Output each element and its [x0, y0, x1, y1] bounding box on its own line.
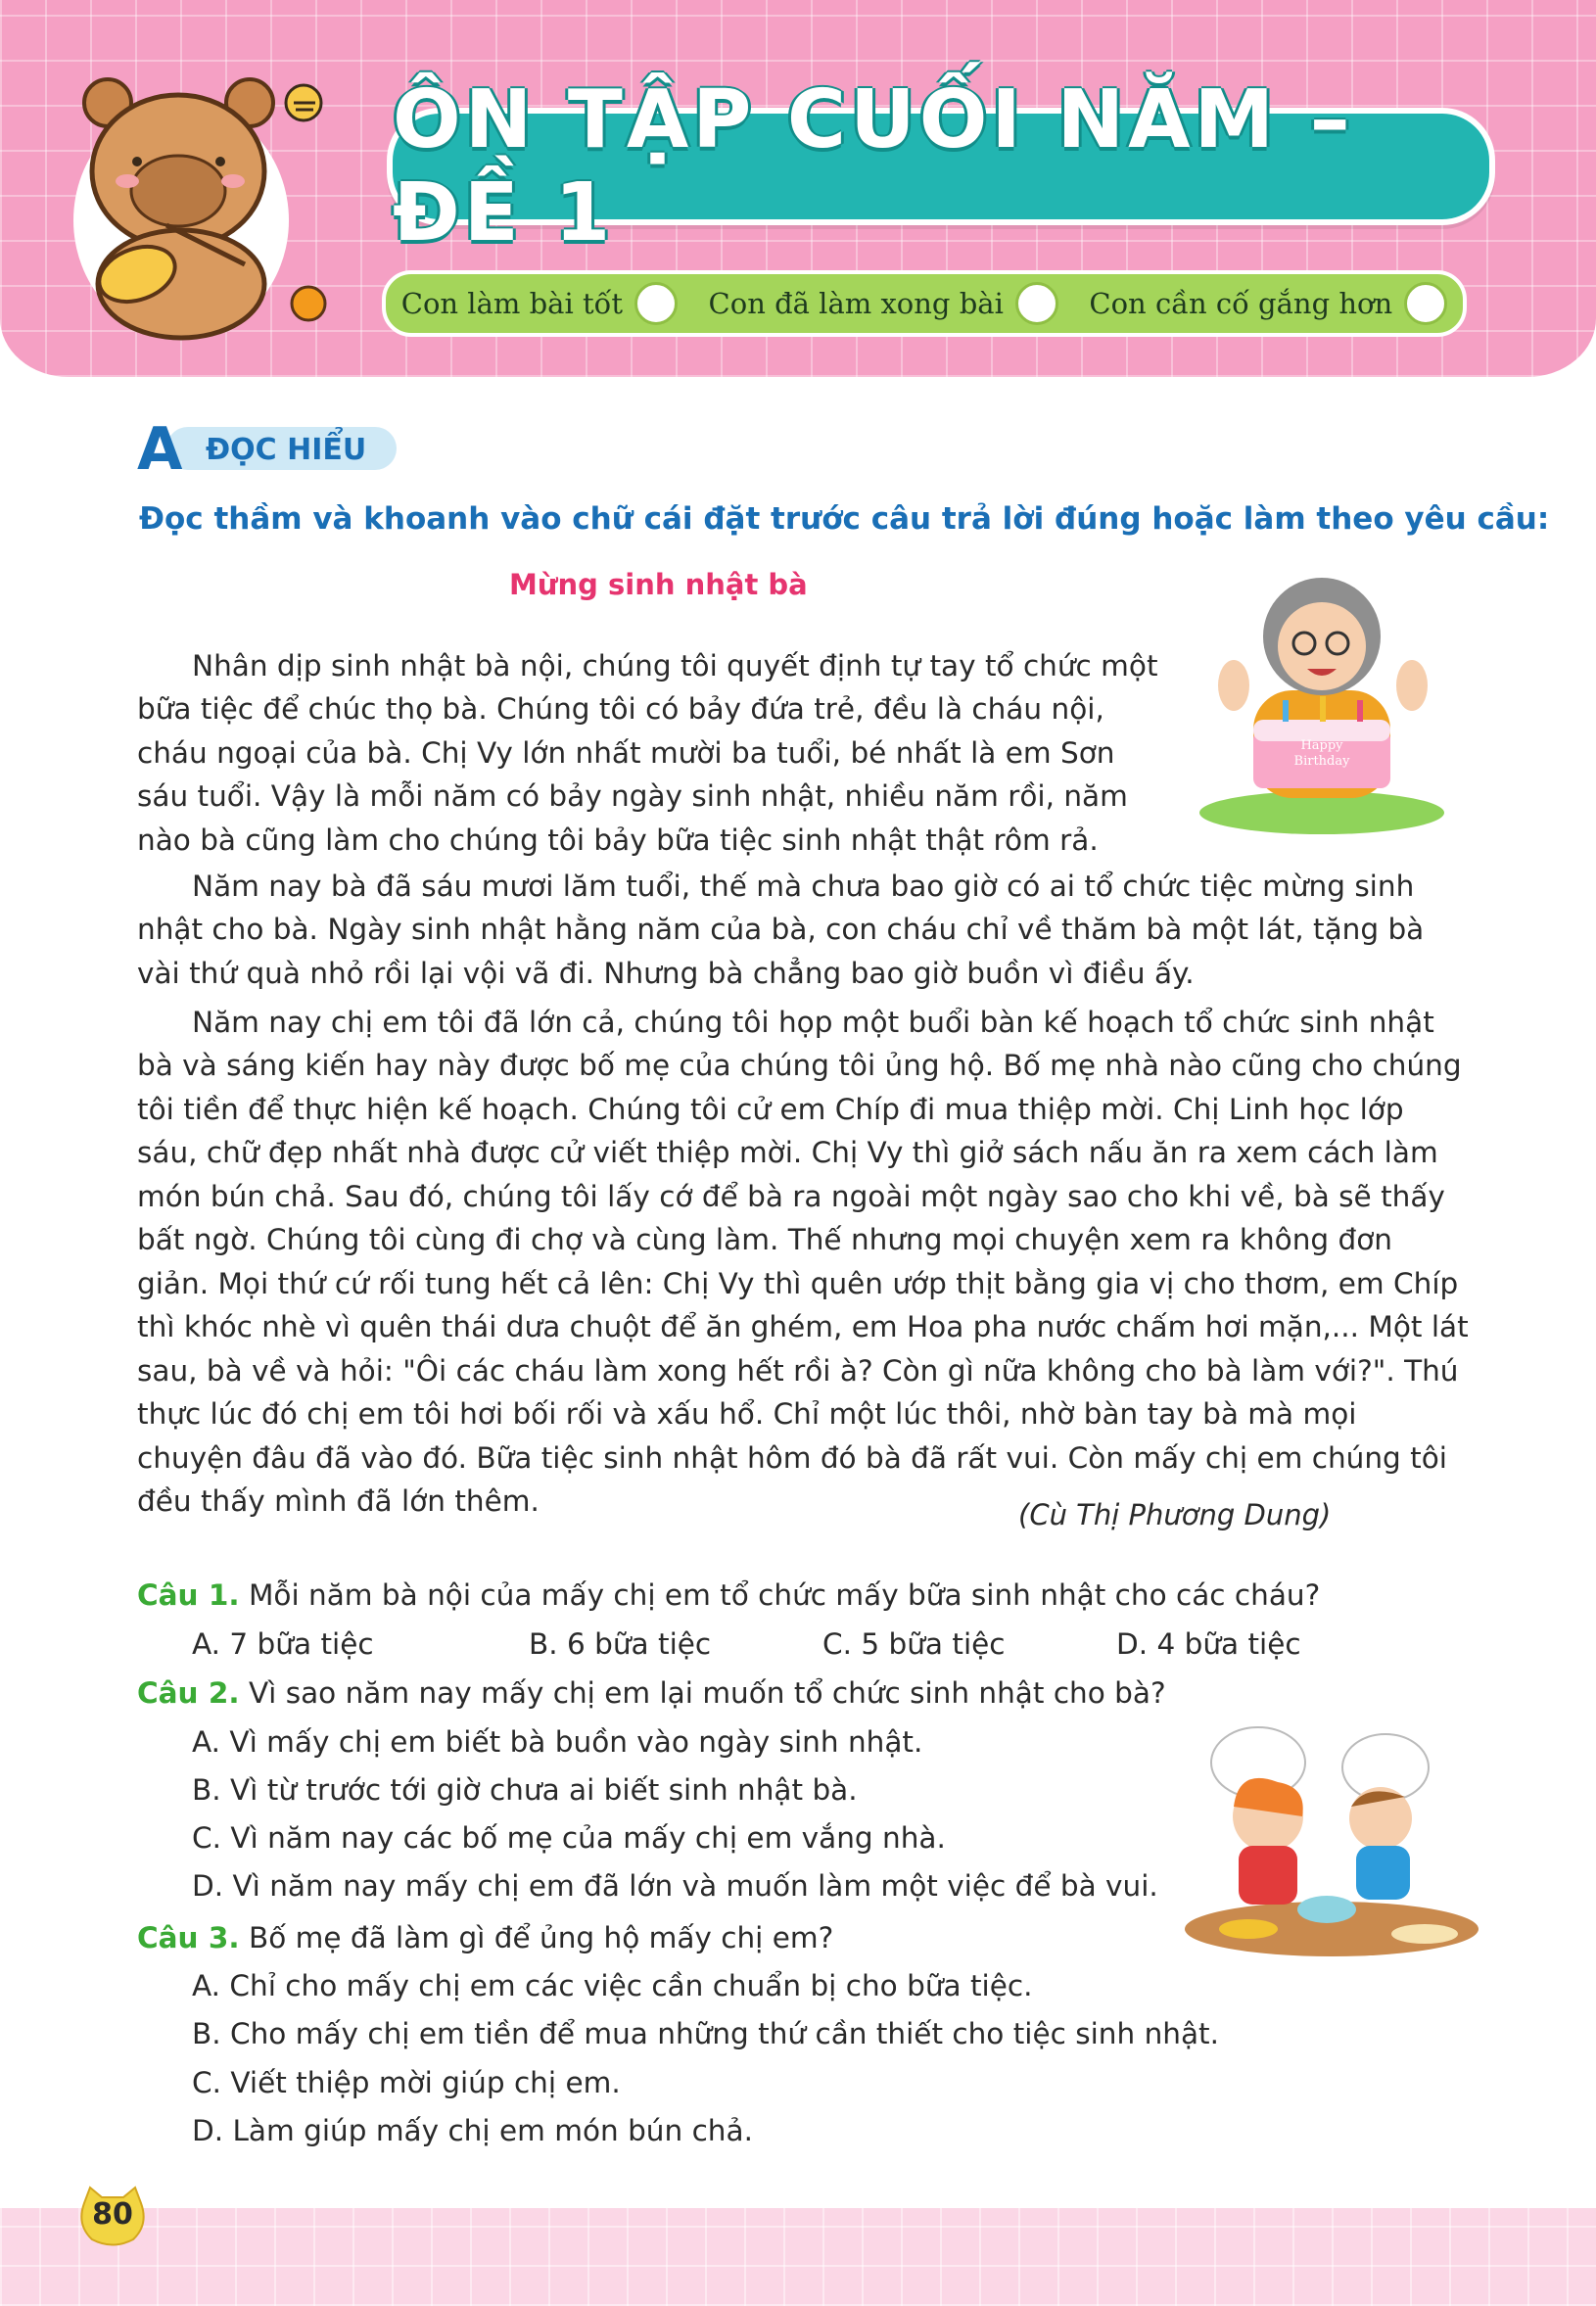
status-checkbox[interactable]	[1404, 282, 1447, 325]
section-heading	[137, 415, 397, 484]
self-assessment-bar	[382, 270, 1467, 337]
answer-option-1a[interactable]: A. 7 bữa tiệc	[192, 1627, 374, 1661]
page-title: ÔN TẬP CUỐI NĂM – ĐỀ 1	[393, 73, 1354, 259]
answer-option-2c[interactable]: C. Vì năm nay các bố mẹ của mấy chị em vắng nhà.	[192, 1821, 946, 1855]
kids-cooking-icon	[1180, 1709, 1483, 1968]
section-letter: A	[137, 415, 183, 484]
answer-option-1b[interactable]: B. 6 bữa tiệc	[529, 1627, 712, 1661]
cake-text-birthday: Birthday	[1293, 754, 1350, 769]
answer-option-1d[interactable]: D. 4 bữa tiệc	[1116, 1627, 1301, 1661]
story-paragraph-1: Nhân dịp sinh nhật bà nội, chúng tôi quyết định tự tay tổ chức một bữa tiệc để chúc thọ bà. Chúng tôi có bảy đứa trẻ, đều là cháu nội, cháu ngoại của bà. Chị Vy lớn nhất mười ba tuổi, bé nhất là em Sơn sáu tuổi. Vậy là mỗi năm có bảy ngày sinh nhật, nhiều năm rồi, năm nào bà cũng làm cho chúng tôi bảy bữa tiệc sinh nhật thật rôm rả.	[137, 648, 1158, 857]
answer-option-2b[interactable]: B. Vì từ trước tới giờ chưa ai biết sinh nhật bà.	[192, 1773, 858, 1807]
answer-option-3d[interactable]: D. Làm giúp mấy chị em món bún chả.	[192, 2114, 753, 2147]
answer-option-3c[interactable]: C. Viết thiệp mời giúp chị em.	[192, 2066, 621, 2099]
story-paragraph-3: Năm nay chị em tôi đã lớn cả, chúng tôi họp một buổi bàn kế hoạch tổ chức sinh nhật bà và sáng kiến hay này được bố mẹ của chúng tôi ủng hộ. Bố mẹ nhà nào cũng cho chúng tôi tiền để thực hiện kế hoạch. Chúng tôi cử em Chíp đi mua thiệp mời. Chị Linh học lớp sáu, chữ đẹp nhất nhà được cử viết thiệp mời. Chị Vy thì giở sách nấu ăn ra xem cách làm món bún chả. Sau đó, chúng tôi lấy cớ để bà ra ngoài một ngày sao cho khi về, bà sẽ thấy bất ngờ. Chúng tôi cùng đi chợ và cùng làm. Thế nhưng mọi chuyện xem ra không đơn giản. Mọi thứ cứ rối tung hết cả lên: Chị Vy thì quên ướp thịt bằng gia vị cho thơm, em Chíp thì khóc nhè vì quên thái dưa chuột để ăn ghém, em Hoa pha nước chấm hơi mặn,... Một lát sau, bà về và hỏi: "Ôi các cháu làm xong hết rồi à? Còn gì nữa không cho bà làm với?". Thú thực lúc đó chị em tôi hơi bối rối và xấu hổ. Chỉ một lúc thôi, nhờ bàn tay bà mà mọi chuyện đâu đã vào đó. Bữa tiệc sinh nhật hôm đó bà đã rất vui. Còn mấy chị em chúng tôi đều thấy mình đã lớn thêm.	[137, 1005, 1469, 1518]
status-label: Con đã làm xong bài	[708, 287, 1004, 320]
answer-option-2a[interactable]: A. Vì mấy chị em biết bà buồn vào ngày sinh nhật.	[192, 1725, 923, 1759]
answer-option-1c[interactable]: C. 5 bữa tiệc	[822, 1627, 1006, 1661]
story-paragraph-2: Năm nay bà đã sáu mươi lăm tuổi, thế mà chưa bao giờ có ai tổ chức tiệc mừng sinh nhật cho bà. Ngày sinh nhật hằng năm của bà, con cháu chỉ về thăm bà một lát, tặng bà vài thứ quà nhỏ rồi lại vội vã đi. Nhưng bà chẳng bao giờ buồn vì điều ấy.	[137, 869, 1425, 990]
story-author: (Cù Thị Phương Dung)	[1018, 1498, 1332, 1531]
question-1	[137, 1578, 1320, 1612]
question-label: Câu 3.	[137, 1921, 240, 1954]
cake-text-happy: Happy	[1300, 738, 1343, 753]
status-option-try-harder[interactable]	[1089, 282, 1447, 325]
status-checkbox[interactable]	[634, 282, 678, 325]
question-label: Câu 1.	[137, 1578, 240, 1612]
status-option-good[interactable]	[401, 282, 678, 325]
status-label: Con cần cố gắng hơn	[1089, 287, 1393, 320]
footer-band	[0, 2208, 1596, 2306]
status-label: Con làm bài tốt	[400, 287, 623, 320]
grandma-birthday-cake-icon	[1185, 553, 1449, 837]
page-number: 80	[92, 2197, 133, 2232]
status-checkbox[interactable]	[1015, 282, 1058, 325]
instruction-text: Đọc thầm và khoanh vào chữ cái đặt trước câu trả lời đúng hoặc làm theo yêu cầu:	[139, 501, 1550, 537]
capybara-mascot-icon	[59, 59, 352, 353]
question-2	[137, 1676, 1166, 1710]
answer-option-2d[interactable]: D. Vì năm nay mấy chị em đã lớn và muốn làm một việc để bà vui.	[192, 1869, 1158, 1903]
section-label: ĐỌC HIỂU	[206, 433, 367, 467]
question-text: Bố mẹ đã làm gì để ủng hộ mấy chị em?	[248, 1921, 834, 1954]
title-banner	[387, 73, 1495, 259]
answer-option-3b[interactable]: B. Cho mấy chị em tiền để mua những thứ cần thiết cho tiệc sinh nhật.	[192, 2017, 1219, 2050]
question-3	[137, 1921, 833, 1954]
question-label: Câu 2.	[137, 1676, 240, 1710]
status-option-done[interactable]	[709, 282, 1058, 325]
question-text: Mỗi năm bà nội của mấy chị em tổ chức mấy bữa sinh nhật cho các cháu?	[248, 1578, 1321, 1612]
story-title: Mừng sinh nhật bà	[509, 568, 808, 601]
answer-option-3a[interactable]: A. Chỉ cho mấy chị em các việc cần chuẩn bị cho bữa tiệc.	[192, 1969, 1033, 2002]
question-text: Vì sao năm nay mấy chị em lại muốn tổ chức sinh nhật cho bà?	[248, 1676, 1166, 1710]
